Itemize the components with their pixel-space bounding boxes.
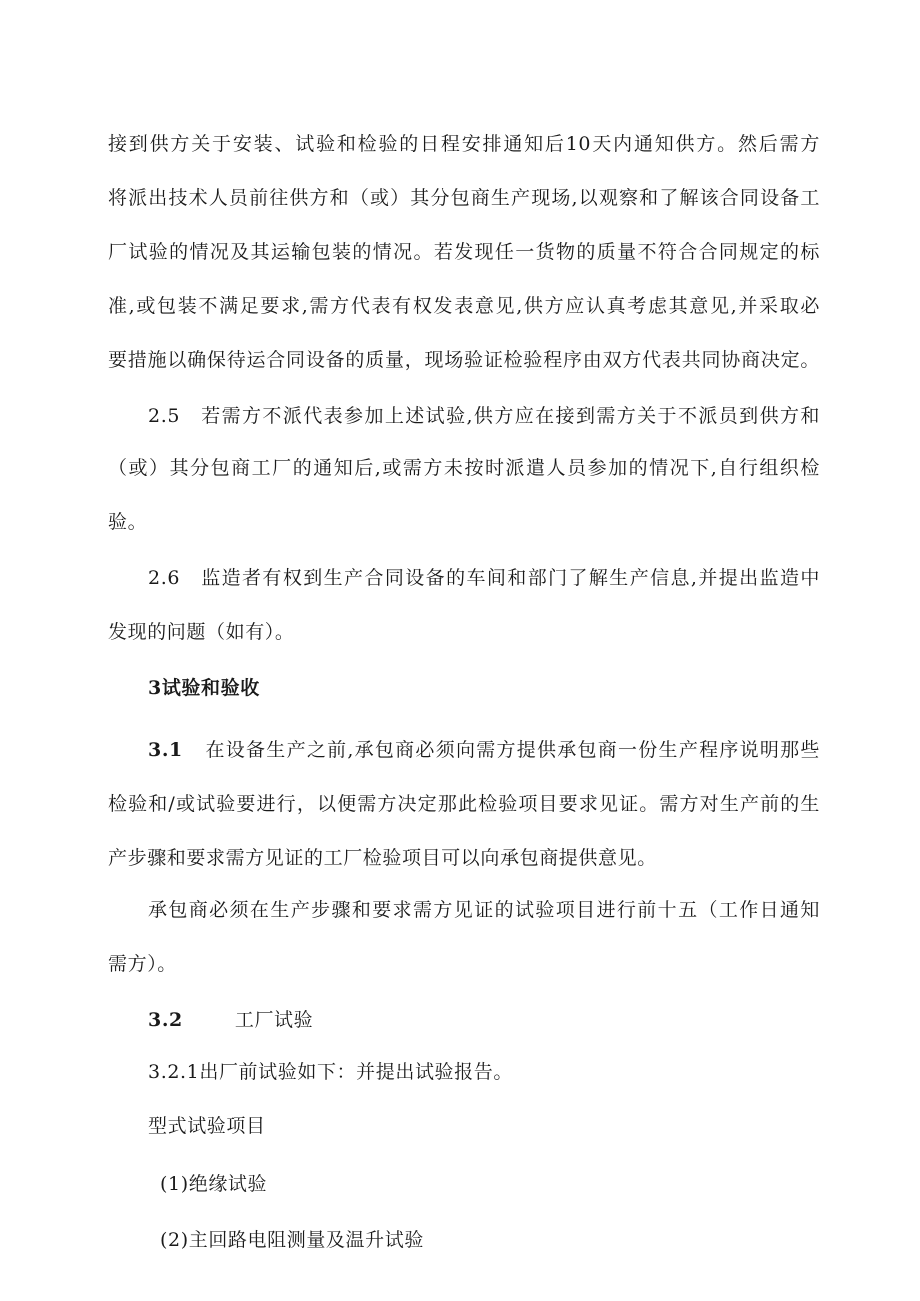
subsection-heading <box>148 1007 313 1033</box>
paragraph-line <box>148 737 820 763</box>
paragraph-line: 厂试验的情况及其运输包装的情况。若发现任一货物的质量不符合合同规定的标 <box>108 241 820 263</box>
paragraph-line: 承包商必须在生产步骤和要求需方见证的试验项目进行前十五（工作日通知 <box>148 899 820 921</box>
paragraph-line: 2.5 若需方不派代表参加上述试验,供方应在接到需方关于不派员到供方和 <box>148 405 820 427</box>
paragraph-line: 验。 <box>108 511 148 533</box>
paragraph-line: 3.2.1出厂前试验如下：并提出试验报告。 <box>148 1061 513 1083</box>
subsection-title: 工厂试验 <box>234 1009 314 1031</box>
paragraph-line: 要措施以确保待运合同设备的质量，现场验证检验程序由双方代表共同协商决定。 <box>108 349 820 371</box>
paragraph-line: 接到供方关于安装、试验和检验的日程安排通知后10天内通知供方。然后需方 <box>108 133 820 155</box>
paragraph-line: 发现的问题（如有）。 <box>108 621 295 643</box>
paragraph-line: 需方）。 <box>108 953 177 975</box>
section-heading-text: 3试验和验收 <box>148 677 260 699</box>
section-heading <box>148 675 260 701</box>
clause-number: 3.1 <box>148 739 183 761</box>
paragraph-line: 产步骤和要求需方见证的工厂检验项目可以向承包商提供意见。 <box>108 847 657 869</box>
list-item: (1)绝缘试验 <box>160 1173 268 1195</box>
clause-text: 在设备生产之前,承包商必须向需方提供承包商一份生产程序说明那些 <box>204 739 820 761</box>
paragraph-line: （或）其分包商工厂的通知后,或需方未按时派遣人员参加的情况下,自行组织检 <box>108 457 820 479</box>
paragraph-line: 检验和/或试验要进行，以便需方决定那此检验项目要求见证。需方对生产前的生 <box>108 793 820 815</box>
paragraph-line: 2.6 监造者有权到生产合同设备的车间和部门了解生产信息,并提出监造中 <box>148 567 820 589</box>
subsection-number: 3.2 <box>148 1009 183 1031</box>
paragraph-line: 将派出技术人员前往供方和（或）其分包商生产现场,以观察和了解该合同设备工 <box>108 187 820 209</box>
paragraph-line: 准,或包装不满足要求,需方代表有权发表意见,供方应认真考虑其意见,并采取必 <box>108 295 820 317</box>
list-heading: 型式试验项目 <box>148 1115 266 1137</box>
list-item: (2)主回路电阻测量及温升试验 <box>160 1229 424 1251</box>
